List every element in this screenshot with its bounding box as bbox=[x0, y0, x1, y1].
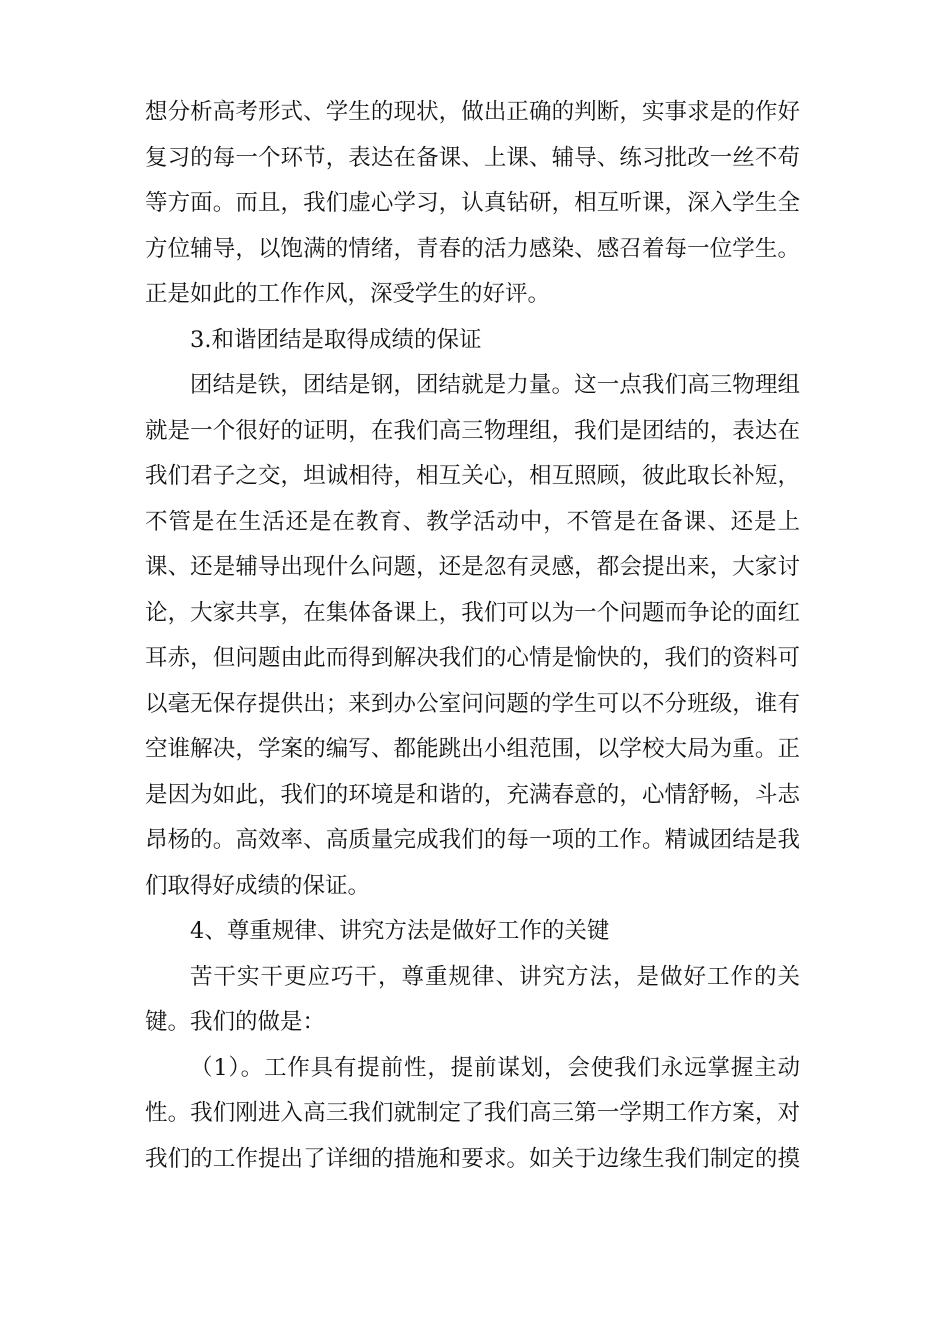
text-line: 性。我们刚进入高三我们就制定了我们高三第一学期工作方案，对 bbox=[145, 1100, 800, 1126]
text-line: 等方面。而且，我们虚心学习，认真钻研，相互听课，深入学生全 bbox=[145, 190, 800, 216]
text-line: 们取得好成绩的保证。 bbox=[145, 872, 371, 899]
text-line: 想分析高考形式、学生的现状，做出正确的判断，实事求是的作好 bbox=[145, 99, 800, 125]
text-line: （1）。工作具有提前性，提前谋划，会使我们永远掌握主动 bbox=[190, 1054, 800, 1081]
text-line: 苦干实干更应巧干，尊重规律、讲究方法，是做好工作的关 bbox=[190, 963, 800, 990]
text-line: 正是如此的工作作风，深受学生的好评。 bbox=[145, 281, 551, 307]
body-text bbox=[145, 90, 800, 1182]
text-line: 复习的每一个环节，表达在备课、上课、辅导、练习批改一丝不苟 bbox=[145, 144, 800, 171]
text-line: 是因为如此，我们的环境是和谐的，充满春意的，心情舒畅，斗志 bbox=[145, 781, 800, 808]
text-line: 不管是在生活还是在教育、教学活动中，不管是在备课、还是上 bbox=[145, 508, 800, 535]
text-line: 我们君子之交，坦诚相待，相互关心，相互照顾，彼此取长补短， bbox=[145, 463, 800, 489]
text-line: 论，大家共享，在集体备课上，我们可以为一个问题而争论的面红 bbox=[145, 599, 800, 626]
text-line: 4、尊重规律、讲究方法是做好工作的关键 bbox=[190, 918, 610, 944]
text-line: 耳赤，但问题由此而得到解决我们的心情是愉快的，我们的资料可 bbox=[145, 645, 800, 671]
text-line: 以毫无保存提供出；来到办公室问问题的学生可以不分班级，谁有 bbox=[145, 690, 800, 717]
text-line: 就是一个很好的证明，在我们高三物理组，我们是团结的，表达在 bbox=[145, 417, 800, 444]
text-line: 键。我们的做是： bbox=[145, 1009, 326, 1035]
text-line: 3.和谐团结是取得成绩的保证 bbox=[190, 326, 482, 353]
text-line: 昂杨的。高效率、高质量完成我们的每一项的工作。精诚团结是我 bbox=[145, 827, 800, 853]
text-line: 课、还是辅导出现什么问题，还是忽有灵感，都会提出来，大家讨 bbox=[145, 554, 800, 580]
text-line: 团结是铁，团结是钢，团结就是力量。这一点我们高三物理组 bbox=[190, 372, 800, 398]
text-line: 我们的工作提出了详细的措施和要求。如关于边缘生我们制定的摸 bbox=[145, 1145, 800, 1172]
text-line: 方位辅导，以饱满的情绪，青春的活力感染、感召着每一位学生。 bbox=[145, 235, 800, 262]
text-line: 空谁解决，学案的编写、都能跳出小组范围，以学校大局为重。正 bbox=[145, 736, 800, 762]
